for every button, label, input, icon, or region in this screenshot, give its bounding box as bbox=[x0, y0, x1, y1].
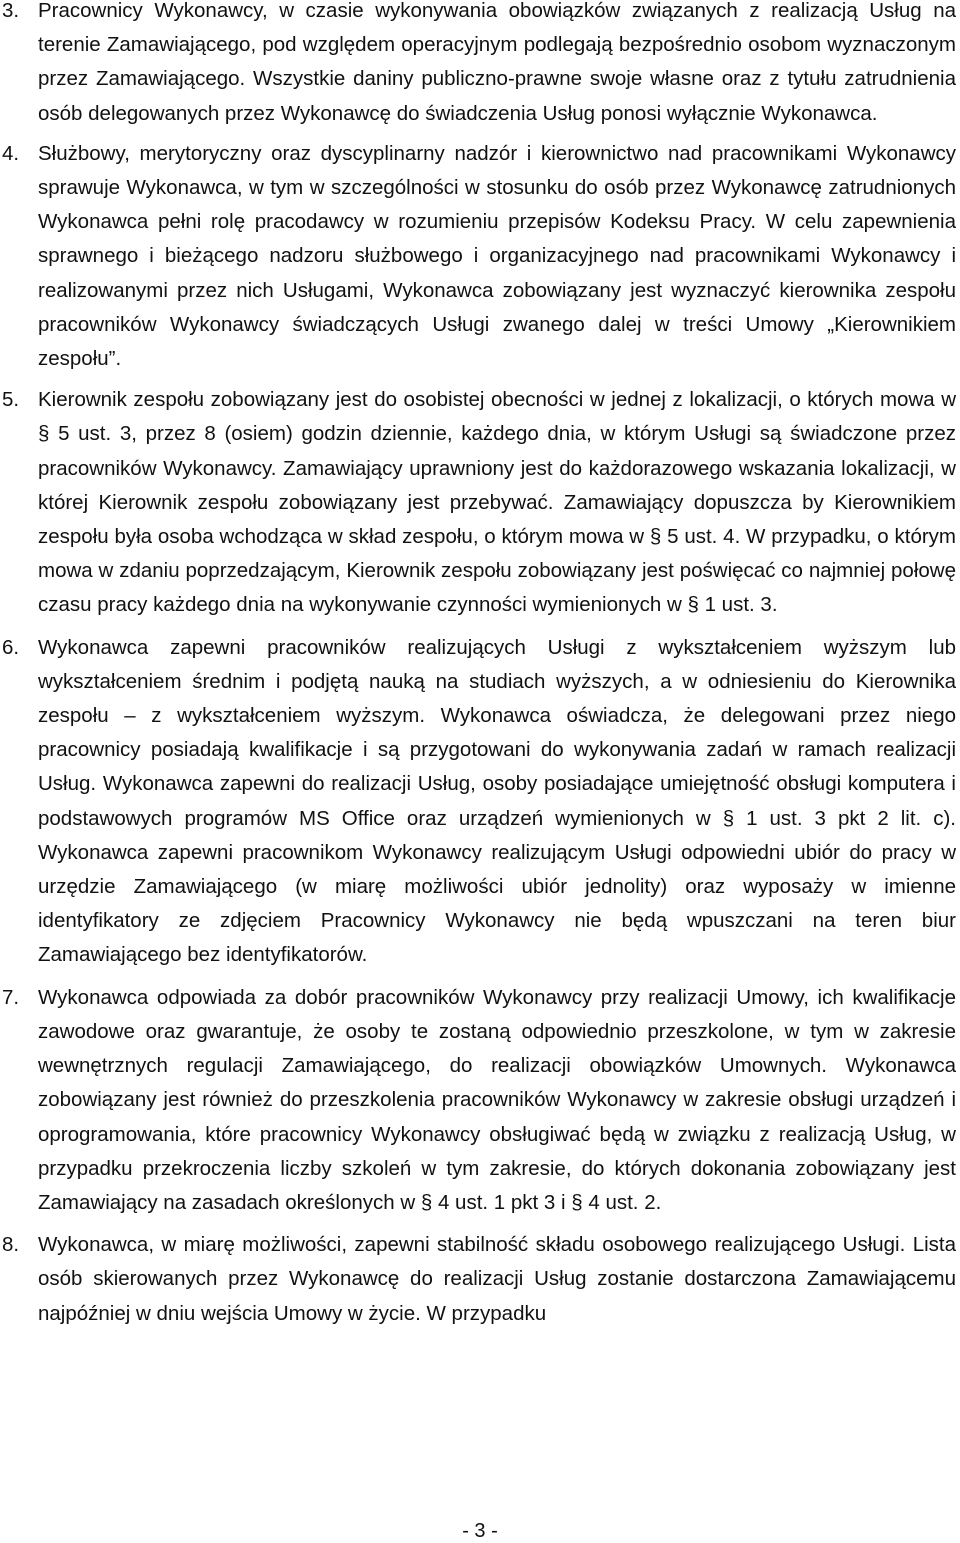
paragraph-3 bbox=[0, 0, 960, 131]
paragraph-number: 5. bbox=[2, 388, 20, 412]
paragraph-number: 4. bbox=[2, 141, 20, 165]
paragraph-text: Pracownicy Wykonawcy, w czasie wykonywania obowiązków związanych z realizacją Usług na terenie Zamawiającego, pod względem operacyjnym podlegają bezpośrednio osobom wyznaczonym przez Zamawiającego. Wszystkie daniny publiczno-prawne swoje własne oraz z tytułu zatrudnienia osób delegowanych przez Wykonawcę do świadczenia Usług ponosi wyłącznie Wykonawca. bbox=[38, 0, 956, 125]
paragraph-7 bbox=[0, 981, 960, 1220]
paragraph-text: Służbowy, merytoryczny oraz dyscyplinarny nadzór i kierownictwo nad pracownikami Wykonawcy sprawuje Wykonawca, w tym w szczególności w stosunku do osób przez Wykonawcę zatrudnionych Wykonawca pełni rolę pracodawcy w rozumieniu przepisów Kodeksu Pracy. W celu zapewnienia sprawnego i bieżącego nadzoru służbowego i organizacyjnego nad pracownikami Wykonawcy i realizowanymi przez nich Usługami, Wykonawca zobowiązany jest wyznaczyć kierownika zespołu pracowników Wykonawcy świadczących Usługi zwanego dalej w treści Umowy „Kierownikiem zespołu”. bbox=[38, 141, 956, 371]
paragraph-number: 3. bbox=[2, 0, 20, 22]
paragraph-4 bbox=[0, 137, 960, 376]
paragraph-5 bbox=[0, 383, 960, 622]
paragraph-text: Wykonawca zapewni pracowników realizujących Usługi z wykształceniem wyższym lub wykształceniem średnim i podjętą nauką na studiach wyższych, a w odniesieniu do Kierownika zespołu – z wykształceniem wyższym. Wykonawca oświadcza, że delegowani przez niego pracownicy posiadają kwalifikacje i są przygotowani do wykonywania zadań w ramach realizacji Usług. Wykonawca zapewni do realizacji Usług, osoby posiadające umiejętność obsługi komputera i podstawowych programów MS Office oraz urządzeń wymienionych w § 1 ust. 3 pkt 2 lit. c). Wykonawca zapewni pracownikom Wykonawcy realizującym Usługi odpowiedni ubiór do pracy w urzędzie Zamawiającego (w miarę możliwości ubiór jednolity) oraz wyposaży w imienne identyfikatory ze zdjęciem Pracownicy Wykonawcy nie będą wpuszczani na teren biur Zamawiającego bez identyfikatorów. bbox=[38, 635, 956, 967]
paragraph-text: Kierownik zespołu zobowiązany jest do osobistej obecności w jednej z lokalizacji, o których mowa w § 5 ust. 3, przez 8 (osiem) godzin dziennie, każdego dnia, w którym Usługi są świadczone przez pracowników Wykonawcy. Zamawiający uprawniony jest do każdorazowego wskazania lokalizacji, w której Kierownik zespołu zobowiązany jest przebywać. Zamawiający dopuszcza by Kierownikiem zespołu była osoba wchodząca w skład zespołu, o którym mowa w § 5 ust. 4. W przypadku, o którym mowa w zdaniu poprzedzającym, Kierownik zespołu zobowiązany jest poświęcać co najmniej połowę czasu pracy każdego dnia na wykonywanie czynności wymienionych w § 1 ust. 3. bbox=[38, 388, 956, 617]
paragraph-number: 7. bbox=[2, 985, 20, 1009]
paragraph-text: Wykonawca, w miarę możliwości, zapewni stabilność składu osobowego realizującego Usługi. Lista osób skierowanych przez Wykonawcę do realizacji Usług zostanie dostarczona Zamawiającemu najpóźniej w dniu wejścia Umowy w życie. W przypadku bbox=[38, 1233, 956, 1325]
paragraph-number: 6. bbox=[2, 635, 20, 659]
paragraph-number: 8. bbox=[2, 1233, 20, 1257]
page-number: - 3 - bbox=[462, 1520, 498, 1542]
paragraph-6 bbox=[0, 631, 960, 973]
paragraph-text: Wykonawca odpowiada za dobór pracowników Wykonawcy przy realizacji Umowy, ich kwalifikacje zawodowe oraz gwarantuje, że osoby te zostaną odpowiednio przeszkolone, w tym w zakresie wewnętrznych regulacji Zamawiającego, do realizacji obowiązków Umownych. Wykonawca zobowiązany jest również do przeszkolenia pracowników Wykonawcy w zakresie obsługi urządzeń i oprogramowania, które pracownicy Wykonawcy obsługiwać będą w związku z realizacją Usług, w przypadku przekroczenia liczby szkoleń w tym zakresie, do których dokonania zobowiązany jest Zamawiający na zasadach określonych w § 4 ust. 1 pkt 3 i § 4 ust. 2. bbox=[38, 985, 956, 1214]
paragraph-8 bbox=[0, 1228, 960, 1331]
